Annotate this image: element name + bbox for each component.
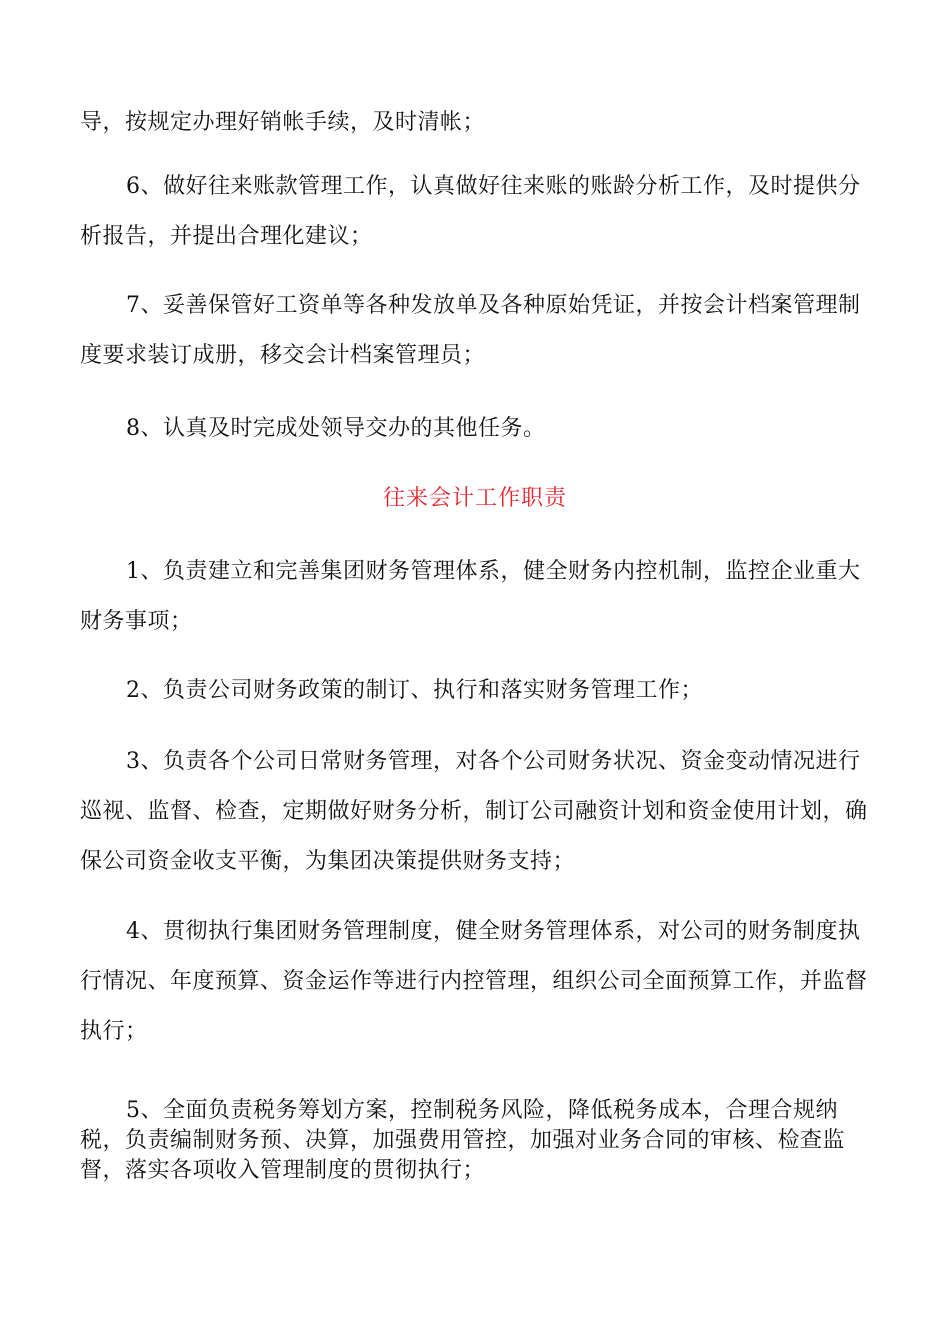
paragraph-duty-2: 2、负责公司财务政策的制订、执行和落实财务管理工作； [126,678,703,703]
paragraph-duty-3: 3、负责各个公司日常财务管理，对各个公司财务状况、资金变动情况进行巡视、监督、检查，定期做好财务分析，制订公司融资计划和资金使用计划，确保公司资金收支平衡，为集团决策提供财务支持； [80,749,868,874]
section-title: 往来会计工作职责 [382,486,567,511]
paragraph-item-7: 7、妥善保管好工资单等各种发放单及各种原始凭证，并按会计档案管理制度要求装订成册，移交会计档案管理员； [80,293,861,368]
paragraph-continuation: 导，按规定办理好销帐手续，及时清帐； [80,110,486,135]
paragraph-item-8: 8、认真及时完成处领导交办的其他任务。 [126,416,546,441]
paragraph-duty-5: 5、全面负责税务筹划方案，控制税务风险，降低税务成本，合理合规纳税，负责编制财务预、决算，加强费用管控，加强对业务合同的审核、检查监督，落实各项收入管理制度的贯彻执行； [80,1098,846,1183]
paragraph-item-6: 6、做好往来账款管理工作，认真做好往来账的账龄分析工作，及时提供分析报告，并提出合理化建议； [80,174,861,249]
paragraph-duty-1: 1、负责建立和完善集团财务管理体系，健全财务内控机制，监控企业重大财务事项； [80,559,861,634]
paragraph-duty-4: 4、贯彻执行集团财务管理制度，健全财务管理体系，对公司的财务制度执行情况、年度预算、资金运作等进行内控管理，组织公司全面预算工作，并监督执行； [80,919,868,1044]
